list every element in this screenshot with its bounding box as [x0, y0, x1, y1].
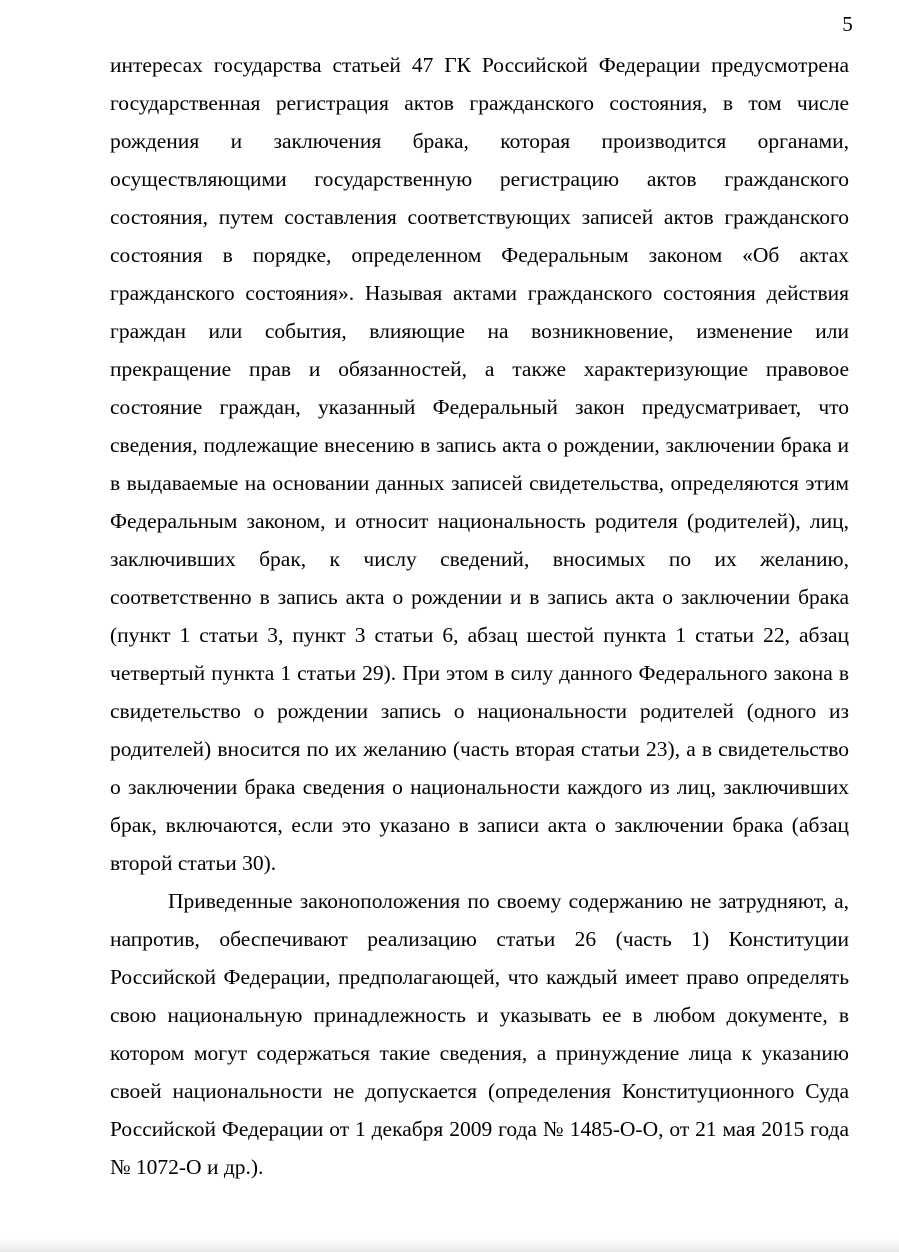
- document-body: [110, 46, 849, 1186]
- page-number: 5: [842, 12, 853, 36]
- paragraph-continuation: интересах государства статьей 47 ГК Российской Федерации предусмотрена государственная регистрация актов гражданского состояния, в том числе рождения и заключения брака, которая производится органами, осуществляющими государственную регистрацию актов гражданского состояния, путем составления соответствующих записей актов гражданского состояния в порядке, определенном Федеральным законом «Об актах гражданского состояния». Называя актами гражданского состояния действия граждан или события, влияющие на возникновение, изменение или прекращение прав и обязанностей, а также характеризующие правовое состояние граждан, указанный Федеральный закон предусматривает, что сведения, подлежащие внесению в запись акта о рождении, заключении брака и в выдаваемые на основании данных записей свидетельства, определяются этим Федеральным законом, и относит национальность родителя (родителей), лиц, заключивших брак, к числу сведений, вносимых по их желанию, соответственно в запись акта о рождении и в запись акта о заключении брака (пункт 1 статьи 3, пункт 3 статьи 6, абзац шестой пункта 1 статьи 22, абзац четвертый пункта 1 статьи 29). При этом в силу данного Федерального закона в свидетельство о рождении запись о национальности родителей (одного из родителей) вносится по их желанию (часть вторая статьи 23), а в свидетельство о заключении брака сведения о национальности каждого из лиц, заключивших брак, включаются, если это указано в записи акта о заключении брака (абзац второй статьи 30).: [110, 53, 849, 875]
- paragraph-conclusion: Приведенные законоположения по своему содержанию не затрудняют, а, напротив, обеспечивают реализацию статьи 26 (часть 1) Конституции Российской Федерации, предполагающей, что каждый имеет право определять свою национальную принадлежность и указывать ее в любом документе, в котором могут содержаться такие сведения, а принуждение лица к указанию своей национальности не допускается (определения Конституционного Суда Российской Федерации от 1 декабря 2009 года № 1485-О-О, от 21 мая 2015 года № 1072-О и др.).: [110, 889, 849, 1179]
